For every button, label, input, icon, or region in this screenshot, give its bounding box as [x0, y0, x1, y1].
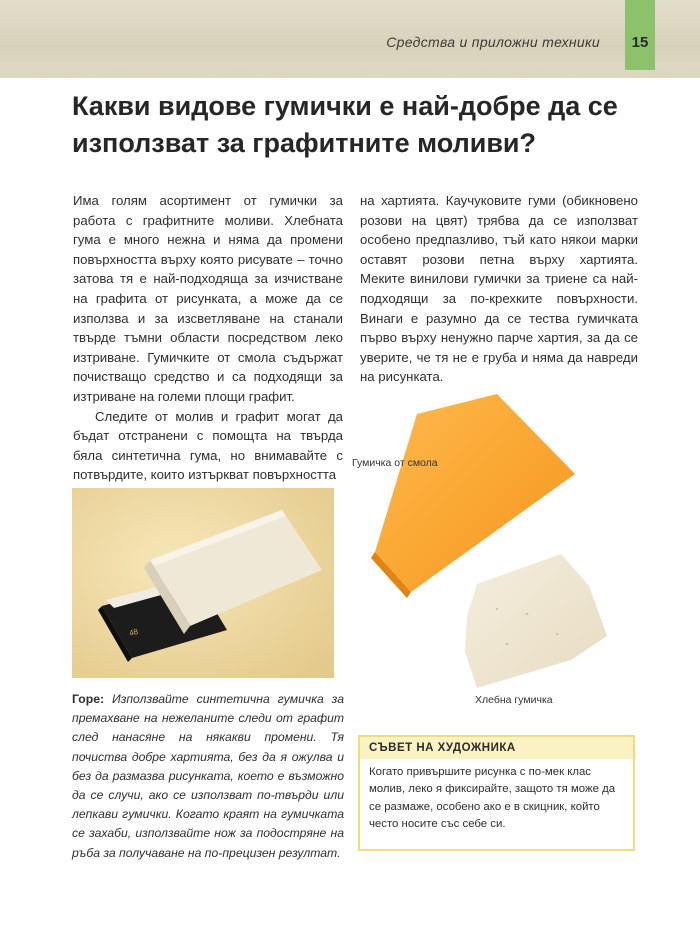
caption-lead: Горе: [72, 692, 105, 706]
page-number: 15 [631, 34, 649, 51]
paragraph: на хартията. Каучуковите гуми (обикновено розови на цвят) трябва да се използват особено предпазливо, тъй като някои марки оставят розови петна върху хартията. Меките винилови гумички за триене са най-подходящи за по-крехките повърхности. Винаги е разумно да се тества гумичката първо върху ненужно парче хартия, за да се уверите, че тя не е груба и няма да навреди на рисунката. [360, 193, 638, 385]
header-torn-edge [0, 62, 700, 82]
artist-tip-box [358, 735, 635, 851]
paragraph: Има голям асортимент от гумички за работа с графитните моливи. Хлебната гума е много нежна и няма да промени повърхността върху която рисувате – точно затова тя е най-подходяща за изчистване на графита от рисунката, а може да се използва и за изсветляване на станали твърде тъмни области посредством леко изтриване. Гумичките от смола съдържат почистващо средство и са подходящи за изтриване на големи площи графит. [73, 193, 343, 404]
paragraph: Следите от молив и графит могат да бъдат отстранени с помощта на твърда бяла синтетична гума, но внимавайте с потвърдите, които изтъркват повърхността [73, 408, 343, 483]
photo-caption [72, 690, 344, 863]
left-column [73, 191, 343, 485]
synthetic-eraser-photo [72, 488, 334, 678]
tip-text: Когато привършите рисунка с по-мек клас молив, леко я фиксирайте, защото тя може да се размаже, особено ако е в скицник, който често носите със себе си. [369, 766, 616, 831]
section-title: Средства и приложни техники [386, 34, 600, 50]
right-column [360, 191, 638, 387]
svg-text:48: 48 [128, 626, 140, 638]
page-title: Какви видове гумички е най-добре да се използват за графитните моливи? [72, 91, 618, 158]
resin-eraser-label: Гумичка от смола [352, 457, 438, 469]
tip-heading: СЪВЕТ НА ХУДОЖНИКА [360, 737, 633, 759]
bread-eraser-label: Хлебна гумичка [475, 694, 553, 706]
erasers-photo [357, 384, 611, 714]
caption-text: Използвайте синтетична гумичка за премахване на нежеланите следи от графит след нанасяне на някакви промени. Тя почиства добре хартията, без да я ожулва и без да размазва рисунката, което е възможно да се случи, ако се използват по-твърди или лепкави гумички. Когато краят на гумичката се захаби, използвайте нож за подострянe на ръба за получаване на по-прецизен резултат. [72, 692, 344, 860]
